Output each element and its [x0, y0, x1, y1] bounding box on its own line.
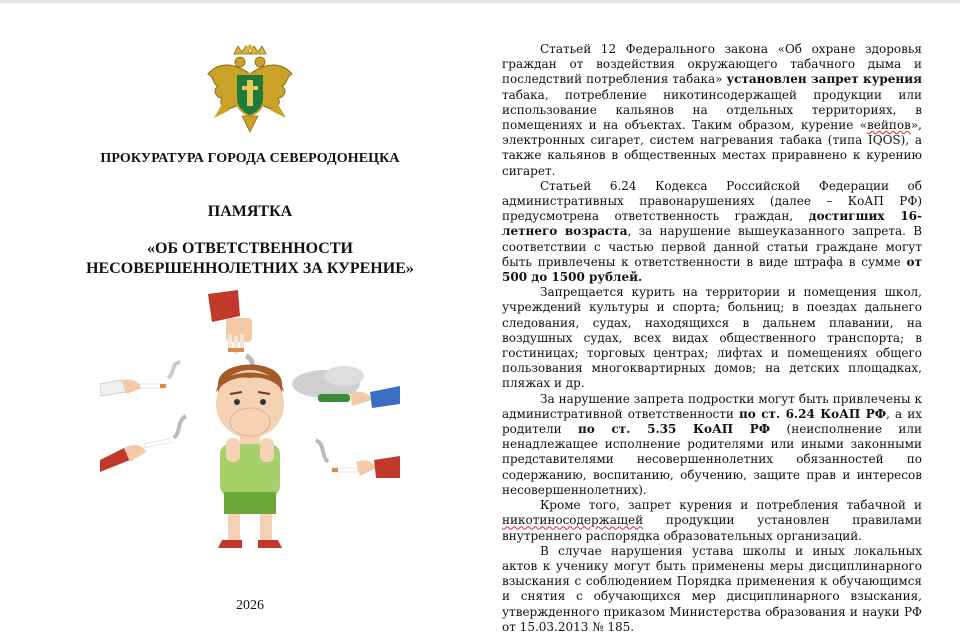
bold-span: по ст. 5.35 КоАП РФ: [578, 422, 771, 437]
bold-span: установлен запрет курения: [726, 72, 922, 87]
prosecutor-emblem: [204, 44, 296, 134]
text-span: », электронных сигарет, систем нагревания табака (типа IQOS), а также кальянов в общественных местах приравнено к курению сигарет.: [502, 118, 922, 178]
memo-body: [502, 42, 922, 635]
year-label: 2026: [236, 598, 264, 613]
memo-title: ПАМЯТКА: [207, 203, 293, 220]
subtitle-line-1: «ОБ ОТВЕТСТВЕННОСТИ: [147, 240, 353, 257]
text-span: табака, потребление никотинсодержащей продукции или использование кальянов на отдельных территориях, в помещениях и на объектах. Таким образом, курение «: [502, 87, 922, 133]
subtitle-line-2: НЕСОВЕРШЕННОЛЕТНИХ ЗА КУРЕНИЕ»: [86, 260, 414, 277]
text-span: (неисполнение или ненадлежащее исполнение родителями или иными законными представителями несовершеннолетних обязанностей по содержанию, воспитанию, обучению, защите прав и интересов несовершеннолетних).: [502, 422, 923, 497]
bold-span: по ст. 6.24 КоАП РФ: [738, 406, 887, 421]
bold-span: от 500 до 1500 рублей.: [502, 254, 922, 285]
text-span: , за нарушение вышеуказанного запрета. В соответствии с частью первой данной статьи граждане могут быть привлечены к ответственности в виде штрафа в сумме: [502, 224, 923, 269]
spellcheck-word: вейпов: [867, 118, 911, 133]
spellcheck-word: никотиносодержащей: [502, 513, 644, 528]
paragraph-5: [502, 498, 922, 544]
text-span: Статьей 6.24 Кодекса Российской Федерации об административных правонарушениях (далее – КоАП РФ) предусмотрена ответственность граждан,: [502, 178, 922, 224]
paragraph-3: Запрещается курить на территории и помещения школ, учреждений культуры и спорта; больниц; в поездах дальнего следования, судах, находящихся в дальнем плавании, на воздушных судах, всех видах общественного транспорта; в гостиницах; торговых центрах; лифтах и помещениях общего пользования многоквартирных домов; на детских площадках, пляжах и др.: [502, 285, 922, 391]
text-span: Статьей 12 Федерального закона «Об охране здоровья граждан от воздействия окружающего табачного дыма и последствий потребления табака»: [502, 42, 922, 87]
memo-subtitle: [40, 239, 460, 279]
paragraph-6: В случае нарушения устава школы и иных локальных актов к ученику могут быть применены меры дисциплинарного взыскания с соблюдением Порядка применения к обучающимся и снятия с обучающихся мер дисциплинарного взыскания, утвержденного приказом Министерства образования и науки РФ от 15.03.2013 № 185.: [502, 543, 922, 634]
paragraph-4: [502, 392, 922, 498]
text-span: Кроме того, запрет курения и потребления табачной и: [540, 498, 922, 513]
text-span: продукции установлен правилами внутреннего распорядка образовательных организаций.: [502, 513, 922, 543]
child-smoke-illustration: [100, 288, 400, 558]
text-span: За нарушение запрета подростки могут быть привлечены к административной ответственности: [502, 391, 922, 421]
paragraph-2: [502, 179, 922, 285]
organization-title: ПРОКУРАТУРА ГОРОДА СЕВЕРОДОНЕЦКА: [100, 151, 400, 166]
paragraph-1: [502, 42, 922, 179]
bold-span: достигших 16-летнего возраста: [502, 209, 922, 239]
text-span: , а их родители: [502, 406, 922, 437]
